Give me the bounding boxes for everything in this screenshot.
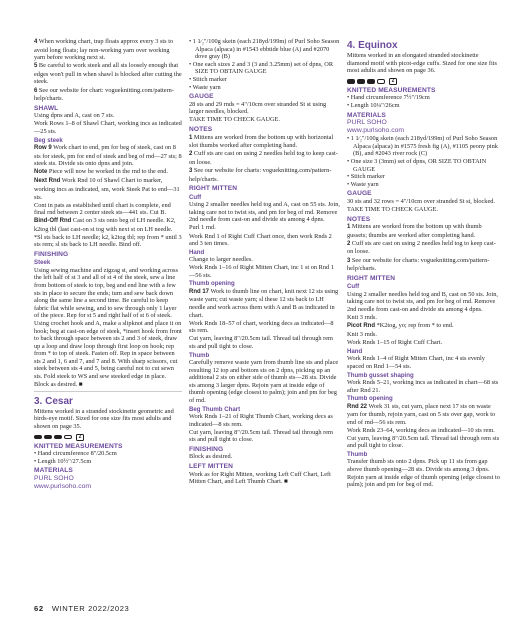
bullet-item-1-1-100g-skein-each-218yd-199m: • 1 1⁄₂"/100g skein (each 218yd/199m) of Purl Soho Season Alpaca (alpaca) in #1575 fresh fig (A), #1105 peony pink (B), and #2043 river rock (C): [347, 135, 498, 158]
bullet-item-one-size-3-3mm-set-of-dpns-or-: • One size 3 (3mm) set of dpns, OR SIZE TO OBTAIN GAUGE: [347, 157, 487, 173]
paragraph: 1 Mittens are worked from the bottom up with thumb gussets; thumbs are worked after completing hand.: [347, 223, 482, 239]
skill-level-bar: [367, 79, 375, 84]
issue-label: WINTER 2022/2023: [51, 604, 130, 613]
page-number: 62: [34, 604, 44, 613]
bullet-item-hand-circumference-8-20-5cm: • Hand circumference 8"/20.5cm: [34, 450, 117, 458]
paragraph: 2 Cuff sts are cast on using 2 needles held tog to keep cast-on loose.: [347, 239, 496, 256]
section-heading-materials: MATERIALS: [347, 111, 386, 119]
bullet-item-hand-circumference-7-19cm: • Hand circumference 7½"/19cm: [347, 94, 430, 102]
paragraph-using-sewing-machine-and-zigza: Using sewing machine and zigzag st, and working across the left half of st 3 and all of st 4 of the steek, sew a line from bottom of steek to top, beg and end line with a few sts in place to secure the ends; turn and sew back down along the same line a second time. Be careful to keep fabric flat while sewing, and to sew through only 1 layer of the piece. Rep for st 5 and right half of st 6 of steek. Using crochet hook and A, make a slipknot and place it on hook; beg at cast-on edge of steek, *insert hook from front to back through space between sts 2 and 3 of steek, draw up a loop and draw loop through first loop on hook; rep from * to top of steek. Fasten off. Rep in space between sts 2 and 1, 6 and 7, and 7 and 8. With sharp scissors, cut steek between sts 4 and 5, being careful not to cut sewn sts. Fold steek to WS and sew steeked edge in place.: [34, 266, 182, 381]
pattern-title-4-equinox: 4. Equinox: [347, 40, 398, 51]
paragraph-knit-3-rnds: Knit 3 rnds.: [347, 314, 377, 322]
skill-level-bar: [44, 435, 52, 440]
paragraph-block-as-desired: Block as desired.: [189, 453, 233, 461]
paragraph-work-rnds-5-21-working-incs-as: Work Rnds 5–21, working incs as indicated in chart—68 sts after Rnd 21.: [347, 378, 499, 394]
brand-text-purl-soho: PURL SOHO: [34, 474, 74, 482]
paragraph: 5 Be careful to work steek and all sts loosely enough that edges won't pull in when shawl is blocked after cutting the steek.: [34, 62, 182, 86]
paragraph: 3 See our website for charts: vogueknitting.com/pattern-help/charts.: [347, 256, 490, 273]
bullet-item-waste-yarn: • Waste yarn: [347, 180, 379, 188]
bullet-item-waste-yarn: • Waste yarn: [189, 83, 221, 91]
paragraph-work-as-for-right-mitten-worki: Work as for Right Mitten, working Left Cuff Chart, Left Mitten Chart, and Left Thumb Chart. ■: [189, 470, 331, 486]
paragraph: Note Piece will now be worked in the rnd to the end.: [34, 168, 169, 176]
paragraph-block-as-desired: Block as desired. ■: [34, 381, 83, 389]
paragraph-cut-yarn-leaving-8-20-5cm-tail: Cut yarn, leaving 8"/20.5cm tail. Thread tail through rem sts and pull tight to close.: [189, 428, 333, 444]
skill-level-indicator: [347, 78, 500, 85]
subheading-thumb-opening: Thumb opening: [347, 395, 393, 403]
brand-text-purl-soho: PURL SOHO: [347, 119, 387, 127]
skill-level-bar: [357, 79, 365, 84]
paragraph: Next Rnd Work Rnd 10 of Shawl Chart to marker, working incs as indicated, sm, work Steek Pat to end—31 sts.: [34, 177, 180, 201]
subheading-cuff: Cuff: [189, 193, 202, 201]
section-heading-right-mitten: RIGHT MITTEN: [189, 185, 238, 193]
paragraph-change-to-larger-needles: Change to larger needles.: [189, 256, 253, 264]
skill-level-bar: [34, 435, 42, 440]
subheading-thumb-gusset-shaping: Thumb gusset shaping: [347, 371, 414, 379]
bullet-item-length-10-26cm: • Length 10¼"/26cm: [347, 101, 400, 109]
paragraph-work-rnds-18-57-of-chart-worki: Work Rnds 18–57 of chart, working decs as indicated—8 sts rem.: [189, 319, 334, 335]
paragraph-knit-3-rnds: Knit 3 rnds.: [347, 331, 377, 339]
section-heading-finishing: FINISHING: [34, 250, 69, 258]
subheading-thumb: Thumb: [189, 351, 210, 359]
section-heading-notes: NOTES: [347, 215, 371, 223]
section-heading-left-mitten: LEFT MITTEN: [189, 463, 233, 471]
paragraph-mittens-worked-in-a-stranded-s: Mittens worked in a stranded stockinette geometric and birds-eye motif. Sized for one size fits most adults and shown on page 35.: [34, 407, 174, 430]
bullet-item-stitch-marker: • Stitch marker: [189, 75, 227, 83]
subheading-beg-steek: Beg steek: [34, 136, 63, 144]
paragraph-work-rnd-1-of-right-cuff-chart: Work Rnd 1 of Right Cuff Chart once, then work Rnds 2 and 3 ten times.: [189, 232, 332, 248]
subheading-cuff: Cuff: [347, 283, 360, 291]
paragraph: 6 See our website for chart: vogueknitting.com/pattern-help/charts.: [34, 86, 174, 103]
paragraph: 1 Mittens are worked from the bottom up with horizontal slot thumbs worked after completing hand.: [189, 133, 334, 150]
paragraph-28-sts-and-29-rnds-4-10cm-over: 28 sts and 29 rnds = 4"/10cm over stranded St st using larger needles, blocked.: [189, 100, 327, 116]
pattern-title-3-cesar: 3. Cesar: [34, 395, 73, 407]
paragraph: 3 See our website for charts: vogueknitting.com/pattern-help/charts.: [189, 167, 332, 183]
section-heading-knitted-measurements: KNITTED MEASUREMENTS: [347, 86, 436, 94]
section-heading-right-mitten: RIGHT MITTEN: [347, 274, 396, 282]
paragraph-take-time-to-check-gauge: TAKE TIME TO CHECK GAUGE.: [347, 206, 438, 213]
paragraph-transfer-thumb-sts-onto-2-dpns: Transfer thumb sts onto 2 dpns. Pick up 11 sts from gap above thumb opening—28 sts. Divide sts among 3 dpns. Rejoin yarn at inside edge of thumb opening (edge closest to palm); join and pm for beg of rnd.: [347, 458, 500, 489]
left-column: [34, 38, 182, 491]
brand-text-www-purlsoho-com: www.purlsoho.com: [34, 482, 92, 490]
paragraph-cut-yarn-leaving-8-20-5cm-tail: Cut yarn, leaving 8"/20.5cm tail. Thread tail through rem sts and pull tight to close.: [189, 335, 333, 350]
paragraph: Bind-Off Rnd Cast on 3 sts onto beg of LH needle. K2, k2tog tbl (last cast-on st tog with next st on LH needle. *Sl sts back to LH needle; k2, k2tog tbl; rep from * until 3 sts rem; sl sts back to LH needle. Bind off.: [34, 217, 182, 249]
skill-level-bar: [377, 79, 385, 84]
section-heading-notes: NOTES: [189, 126, 213, 134]
paragraph: Picot Rnd *K2tog, yo; rep from * to end.: [347, 322, 454, 330]
subheading-hand: Hand: [347, 347, 363, 355]
bullet-item-length-10-27-5cm: • Length 10½"/27.5cm: [34, 457, 92, 465]
paragraph-using-2-smaller-needles-held-t: Using 2 smaller needles held tog and B, cast on 50 sts. Join, taking care not to twist sts, and pm for beg of rnd. Remove 2nd needle from cast-on and divide sts among 4 dpns.: [347, 290, 498, 313]
section-heading-finishing: FINISHING: [189, 445, 224, 453]
paragraph-cut-yarn-leaving-8-20-5cm-tail: Cut yarn, leaving 8"/20.5cm tail. Thread tail through rem sts and pull tight to close.: [347, 434, 500, 450]
bullet-item-one-each-sizes-2-and-3-3-and-3: • One each sizes 2 and 3 (3 and 3.25mm) set of dpns, OR SIZE TO OBTAIN GAUGE: [189, 60, 334, 76]
paragraph-work-rnds-1-4-of-right-mitten-: Work Rnds 1–4 of Right Mitten Chart, inc 4 sts evenly spaced on Rnd 1—54 sts.: [347, 355, 485, 370]
paragraph-work-rnds-1-15-of-right-cuff-c: Work Rnds 1–15 of Right Cuff Chart.: [347, 339, 443, 347]
skill-level-bar: [347, 79, 355, 84]
paragraph-carefully-remove-waste-yarn-fr: Carefully remove waste yarn from thumb line sts and place resulting 12 top and bottom sts on 2 dpns, picking up an additional 2 sts on either side of thumb sts—28 sts. Divide sts among 3 larger dpns. Rejoin yarn at inside edge of thumb opening (edge closest to palm); join and pm for beg of rnd.: [189, 359, 339, 404]
paragraph-cont-in-pats-as-established-un: Cont in pats as established until chart is complete, end final rnd between 2 center steek sts—441 sts. Cut B.: [34, 201, 171, 217]
paragraph-work-rnds-1-21-of-right-thumb-: Work Rnds 1–21 of Right Thumb Chart, working decs as indicated—8 sts rem.: [189, 412, 333, 428]
page-footer: [34, 604, 129, 613]
section-heading-knitted-measurements: KNITTED MEASUREMENTS: [34, 442, 123, 450]
middle-column: [189, 38, 340, 486]
skill-level-indicator: [34, 434, 182, 441]
bullet-item-1-1-100g-skein-each-218yd-199m: • 1 1⁄₂"/100g skein (each 218yd/199m) of Purl Soho Season Alpaca (alpaca) in #1543 ebbtide blue (A) and #2070 dove gray (B): [189, 38, 340, 61]
paragraph-mittens-worked-in-an-elongated: Mittens worked in an elongated stranded stockinette diamond motif with picot-edge cuffs. Sized for one size fits most adults and shown on page 36.: [347, 52, 497, 75]
skill-level-bar: [64, 435, 72, 440]
paragraph-using-dpns-and-a-cast-on-7-sts: Using dpns and A, cast on 7 sts.: [34, 112, 115, 120]
right-column: [347, 38, 500, 489]
subheading-thumb: Thumb: [347, 451, 368, 459]
skill-level-number: 2: [389, 78, 397, 85]
paragraph-work-rows-1-8-of-shawl-chart-w: Work Rows 1–8 of Shawl Chart, working incs as indicated—25 sts.: [34, 120, 182, 136]
paragraph-purl-1-rnd: Purl 1 rnd.: [189, 224, 216, 232]
subheading-hand: Hand: [189, 248, 205, 256]
skill-level-bar: [54, 435, 62, 440]
section-heading-shawl: SHAWL: [34, 104, 59, 112]
section-heading-materials: MATERIALS: [34, 467, 73, 475]
paragraph-using-2-smaller-needles-held-t: Using 2 smaller needles held tog and A, cast on 55 sts. Join, taking care not to twist sts, and pm for beg of rnd. Remove 2nd needle from cast-on and divide sts among 4 dpns.: [189, 201, 340, 224]
paragraph: Rnd 17 Work to thumb line on chart, knit next 12 sts using waste yarn; cut waste yarn; sl these 12 sts back to LH needle and work across them with A and B as indicated in chart.: [189, 287, 339, 319]
section-heading-gauge: GAUGE: [347, 190, 372, 198]
paragraph-work-rnds-1-16-of-right-mitten: Work Rnds 1–16 of Right Mitten Chart, inc 1 st on Rnd 1—56 sts.: [189, 264, 334, 279]
paragraph: 4 When working chart, trap floats approx every 3 sts to avoid long floats; lay non-working yarn over working yarn before working next st.: [34, 38, 174, 62]
skill-level-number: 2: [76, 434, 84, 441]
subheading-steek: Steek: [34, 259, 51, 267]
subheading-beg-thumb-chart: Beg Thumb Chart: [189, 405, 241, 413]
section-divider: [34, 391, 182, 392]
paragraph-take-time-to-check-gauge: TAKE TIME TO CHECK GAUGE.: [189, 116, 280, 124]
brand-text-www-purlsoho-com: www.purlsoho.com: [347, 127, 405, 135]
paragraph-work-rnds-23-64-working-decs-a: Work Rnds 23–64, working decs as indicated—10 sts rem.: [347, 426, 495, 434]
paragraph: Row 9 Work chart to end, pm for beg of steek, cast on 8 sts for steek, pm for end of steek and beg of rnd—27 sts; 8 steek sts. Divide sts onto dpns and join.: [34, 144, 182, 168]
section-heading-gauge: GAUGE: [189, 93, 214, 101]
paragraph: Rnd 22 Work 31 sts, cut yarn, place next 17 sts on waste yarn for thumb, rejoin yarn, cast on 5 sts over gap, work to end of rnd—56 sts rem.: [347, 402, 496, 426]
paragraph: 2 Cuff sts are cast on using 2 needles held tog to keep cast-on loose.: [189, 150, 338, 166]
subheading-thumb-opening: Thumb opening: [189, 280, 235, 288]
paragraph-30-sts-and-32-rows-4-10cm-over: 30 sts and 32 rows = 4"/10cm over stranded St st, blocked.: [347, 197, 495, 205]
bullet-item-stitch-marker: • Stitch marker: [347, 173, 385, 181]
